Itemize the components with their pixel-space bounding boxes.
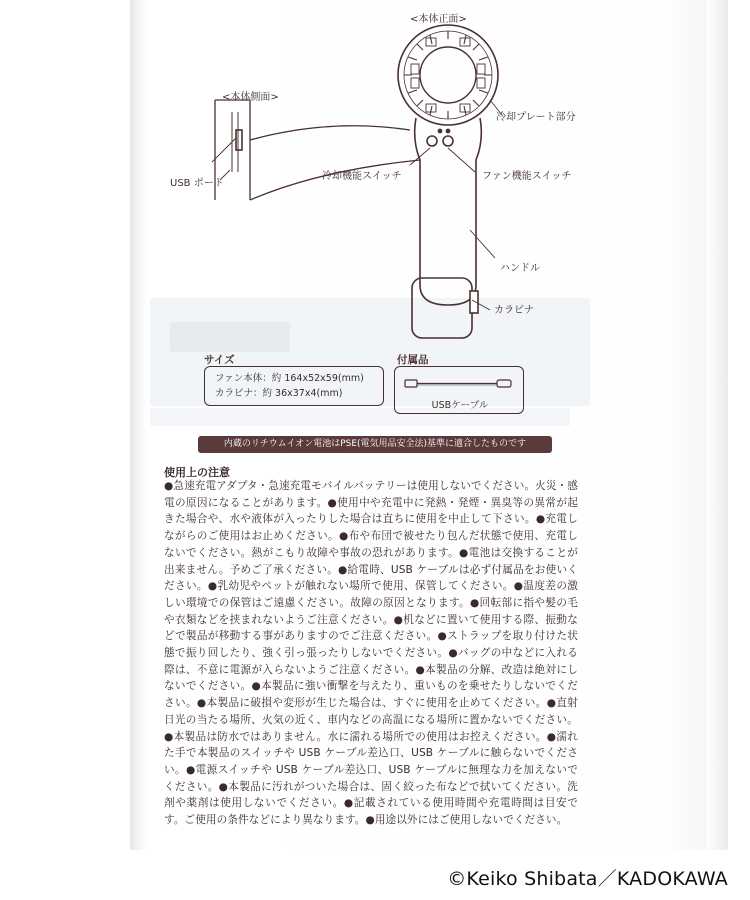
- accessory-usb-cable: USBケーブル: [431, 400, 489, 411]
- label-cooling-switch: 冷却機能スイッチ: [322, 171, 402, 182]
- fan-head-outer: [398, 25, 498, 125]
- carabiner-outline: [412, 278, 472, 338]
- size-fan-body: ファン本体：約 164x52x59(mm): [215, 373, 364, 384]
- label-fan-switch: ファン機能スイッチ: [482, 171, 572, 182]
- size-carabiner: カラビナ：約 36x37x4(mm): [215, 388, 343, 399]
- label-cooling-plate: 冷却プレート部分: [496, 112, 576, 123]
- label-side-view: <本体側面>: [222, 92, 279, 103]
- fan-head-inner: [420, 47, 476, 103]
- caution-body: ●急速充電アダプタ・急速充電モバイルバッテリーは使用しないでください。火災・感電の原因になることがあります。●使用中や充電中に発熱・発煙・異臭等の異常が起きた場合や、水や液体が入ったりした場合は直ちに使用を中止して下さい。●充電しながらのご使用はお止めください。●布や布団で被せたり包んだ状態で使用、充電しないでください。熱がこもり故障や事故の恐れがあります。●電池は交換することが出来ません。予めご了承ください。●給電時、USB ケーブルは必ず付属品をお使いください。●乳幼児やペットが触れない場所で使用、保管してください。●温度差の激しい環境での保管はご遠慮ください。故障の原因となります。●回転部に指や髪の毛や衣類などを挟まれないようご注意ください。●机などに置いて使用する際、振動などで製品が移動する事がありますのでご注意ください。●ストラップを取り付けた状態で振り回したり、強く引っ張ったりしないでください。●バッグの中などに入れる際は、不意に電源が入らないようご注意ください。●本製品の分解、改造は絶対にしないでください。●本製品に強い衝撃を与えたり、重いものを乗せたりしないでください。●本製品に破損や変形が生じた場合は、すぐに使用を止めてください。●直射日光の当たる場所、火気の近く、車内などの高温になる場所に置かないでください。●本製品は防水ではありません。水に濡れる場所での使用はお控えください。●濡れた手で本製品のスイッチや USB ケーブル差込口、USB ケーブルに触らないでください。●電源スイッチや USB ケーブル差込口、USB ケーブルに無理な力を加えないでください。●本製品に汚れがついた場合は、固く絞った布などで拭いてください。洗剤や薬剤は使用しないでください。●記載されている使用時間や充電時間は目安です。ご使用の条件などにより異なります。●用途以外にはご使用しないでください。: [164, 480, 578, 827]
- accessories-title: 付属品: [397, 354, 429, 366]
- label-usb-port: USB ポート: [170, 178, 224, 189]
- label-handle: ハンドル: [500, 263, 540, 274]
- label-front-view: <本体正面>: [410, 14, 467, 25]
- label-carabiner: カラビナ: [494, 305, 534, 316]
- caution-title: 使用上の注意: [164, 466, 230, 479]
- size-box: [204, 366, 384, 406]
- accessories-box: [394, 366, 524, 414]
- pse-notice: 内蔵のリチウムイオン電池はPSE(電気用品安全法)基準に適合したものです: [198, 436, 552, 453]
- size-title: サイズ: [204, 354, 235, 366]
- copyright-notice: ©Keiko Shibata／KADOKAWA: [447, 868, 728, 890]
- product-diagram: [130, 0, 728, 340]
- usb-cable-icon: [395, 367, 525, 397]
